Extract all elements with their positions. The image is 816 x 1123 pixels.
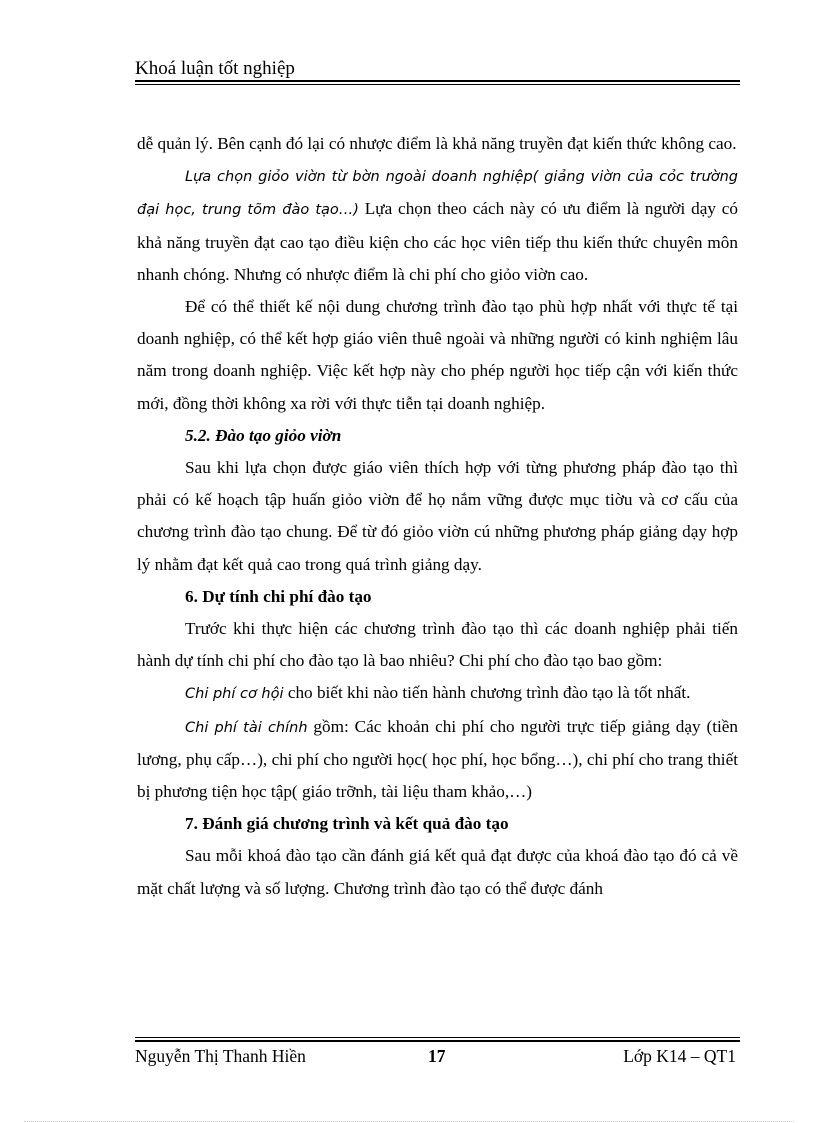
paragraph-continuation: dễ quản lý. Bên cạnh đó lại có nhược điểm là khả năng truyền đạt kiến thức không cao. (137, 134, 737, 153)
paragraph-opportunity-cost (137, 677, 738, 710)
header-title: Khoá luận tốt nghiệp (135, 58, 295, 79)
paragraph-cost-estimate: Trước khi thực hiện các chương trình đào tạo thì các doanh nghiệp phải tiến hành dự tính chi phí cho đào tạo là bao nhiêu? Chi phí cho đào tạo bao gồm: (137, 619, 738, 671)
footer-class: Lớp K14 – QT1 (623, 1046, 736, 1066)
paragraph-text: cho biết khi nào tiến hành chương trình đào tạo là tốt nhất. (283, 683, 691, 703)
page-header (135, 58, 740, 80)
paragraph-text: Lựa chọn theo cách này có ưu điểm là người dạy có khả năng truyền đạt cao tạo điều kiện cho các học viên tiếp thu kiến thức chuyên môn nhanh chóng. Nhưng có nhược điểm là chi phí cho giỏo viờn cao. (137, 199, 738, 284)
italic-phrase: Lựa chọn giỏo viờn từ bờn ngoài doanh nghiệp( giảng viờn của cỏc trường đại học, trung tõm đào tạo…) (137, 169, 738, 219)
italic-term: Chi phí cơ hội (185, 686, 284, 703)
paragraph-text: gồm: Các khoản chi phí cho người trực tiếp giảng dạy (tiền lương, phụ cấp…), chi phí cho người học( học phí, học bổng…), chi phí cho trang thiết bị phương tiện học tập( giáo trỡnh, tài liệu tham khảo,…) (137, 716, 738, 802)
paragraph-financial-cost (137, 711, 738, 809)
page-body (137, 128, 738, 905)
paragraph-external-teachers (137, 160, 738, 291)
paragraph-evaluation: Sau mỗi khoá đào tạo cần đánh giá kết quả đạt được của khoá đào tạo đó cả về mặt chất lượng và số lượng. Chương trình đào tạo có thể được đánh (137, 846, 738, 898)
footer-author: Nguyễn Thị Thanh Hiền (135, 1046, 306, 1066)
paragraph-program-design: Để có thể thiết kế nội dung chương trình đào tạo phù hợp nhất với thực tế tại doanh nghiệp, có thể kết hợp giáo viên thuê ngoài và những người có kinh nghiệm lâu năm trong doanh nghiệp. Việc kết hợp này cho phép người học tiếp cận với kiến thức mới, đồng thời không xa rời với thực tiễn tại doanh nghiệp. (137, 297, 738, 413)
paragraph-teacher-training: Sau khi lựa chọn được giáo viên thích hợp với từng phương pháp đào tạo thì phải có kế hoạch tập huấn giỏo viờn để họ nắm vững được mục tiờu và cơ cấu của chương trình đào tạo chung. Để từ đó giỏo viờn cú những phương pháp giảng dạy hợp lý nhằm đạt kết quả cao trong quá trình giảng dạy. (137, 458, 738, 574)
header-rule-thick (135, 80, 740, 82)
section-heading-5-2: 5.2. Đào tạo giỏo viờn (185, 425, 342, 445)
header-rule-thin (135, 84, 740, 85)
page-number: 17 (428, 1046, 446, 1066)
page-bottom-dotted-border (24, 1121, 794, 1122)
section-heading-7: 7. Đánh giá chương trình và kết quả đào tạo (185, 814, 509, 834)
footer-rule-thin (135, 1037, 740, 1038)
italic-term: Chi phí tài chính (185, 719, 308, 736)
footer-rule-thick (135, 1040, 740, 1042)
section-heading-6: 6. Dự tính chi phí đào tạo (185, 586, 372, 606)
